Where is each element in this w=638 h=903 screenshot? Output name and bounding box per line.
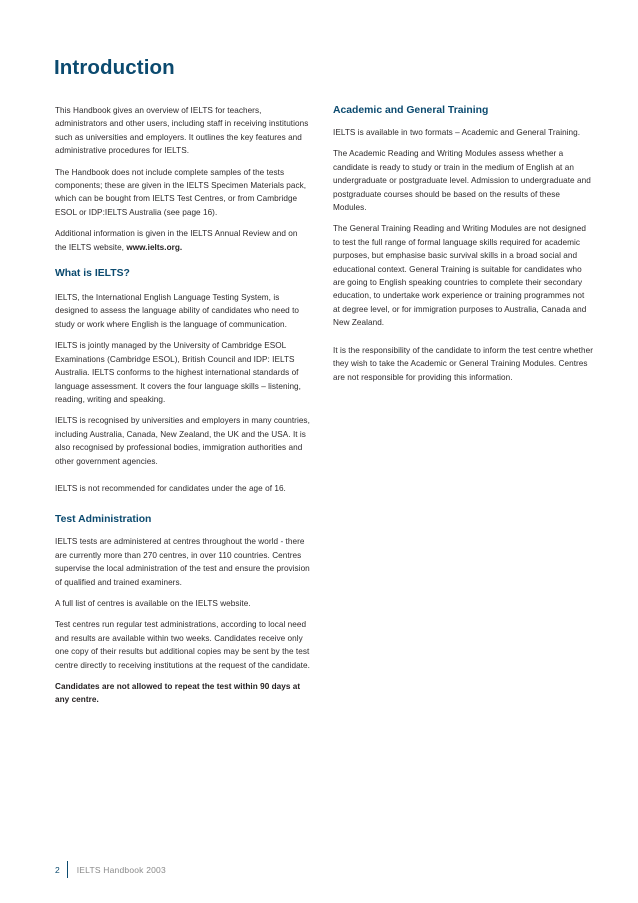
page-footer (55, 861, 166, 878)
what-is-paragraph-1: IELTS, the International English Language Testing System, is designed to assess the language ability of candidates who need to study or work where English is the language of communication. (55, 293, 300, 329)
additional-info-paragraph (55, 227, 311, 254)
left-column (55, 104, 311, 715)
intro-paragraph-2: The Handbook does not include complete samples of the tests components; these are given in the IELTS Specimen Materials pack, which can be bought from IELTS Test Centres, or from Cambridge ESOL or IDP:IELTS Australia (see page 16). (55, 167, 307, 217)
additional-info-text: Additional information is given in the IELTS Annual Review and on the IELTS website, (55, 229, 298, 252)
academic-paragraph-1: IELTS is available in two formats – Academic and General Training. (333, 128, 581, 137)
test-admin-paragraph-2: A full list of centres is available on the IELTS website. (55, 598, 251, 608)
what-is-paragraph-2: IELTS is jointly managed by the University of Cambridge ESOL Examinations (Cambridge ESOL), British Council and IDP: IELTS Australia. IELTS conforms to the highest international standards of language assessment. It covers the four language skills – listening, reading, writing and speaking. (55, 341, 301, 404)
academic-paragraph-2: The Academic Reading and Writing Modules assess whether a candidate is ready to study or train in the medium of English at an undergraduate or postgraduate level. Admission to undergraduate and postgraduate courses should be based on the results of these Modules. (333, 149, 591, 213)
website-link[interactable]: www.ielts.org. (126, 242, 183, 252)
academic-paragraph-4: It is the responsibility of the candidate to inform the test centre whether they wish to take the Academic or General Training Modules. Centres are not responsible for providing this information. (333, 345, 593, 382)
what-is-paragraph-3: IELTS is recognised by universities and employers in many countries, including Australia, Canada, New Zealand, the UK and the USA. It is also recognised by professional bodies, immigration authorities and other government agencies. (55, 416, 310, 466)
academic-general-heading: Academic and General Training (333, 105, 489, 116)
test-admin-bold-notice: Candidates are not allowed to repeat the test within 90 days at any centre. (55, 682, 301, 705)
academic-paragraph-3: The General Training Reading and Writing Modules are not designed to test the full range of formal language skills required for academic purposes, but emphasise basic survival skills in a broad social and educational context. General Training is suitable for candidates who are going to English speaking countries to complete their secondary education, to undertake work experience or training programmes not at degree level, or for immigration purposes to Australia, Canada and New Zealand. (333, 224, 587, 328)
footer-divider (67, 861, 68, 878)
what-is-paragraph-4: IELTS is not recommended for candidates under the age of 16. (55, 483, 286, 493)
test-admin-paragraph-3: Test centres run regular test administrations, according to local need and results are available within two weeks. Candidates receive only one copy of their results but additional copies may be sent by the test centre directly to receiving institutions at the request of the candidate. (55, 620, 310, 670)
page-number: 2 (55, 864, 60, 875)
intro-paragraph-1: This Handbook gives an overview of IELTS for teachers, administrators and other users, including staff in receiving institutions such as universities and employers. It outlines the key features and administrative procedures for IELTS. (55, 106, 309, 156)
document-name: IELTS Handbook 2003 (76, 864, 166, 875)
test-administration-heading: Test Administration (55, 514, 152, 526)
test-admin-paragraph-1: IELTS tests are administered at centres throughout the world - there are currently more than 270 centres, in over 110 countries. Centres supervise the local administration of the test and ensure the provision of qualified and trained examiners. (55, 537, 310, 587)
right-column (333, 105, 593, 392)
what-is-ielts-heading: What is IELTS? (55, 268, 130, 280)
page-title: Introduction (54, 56, 175, 79)
